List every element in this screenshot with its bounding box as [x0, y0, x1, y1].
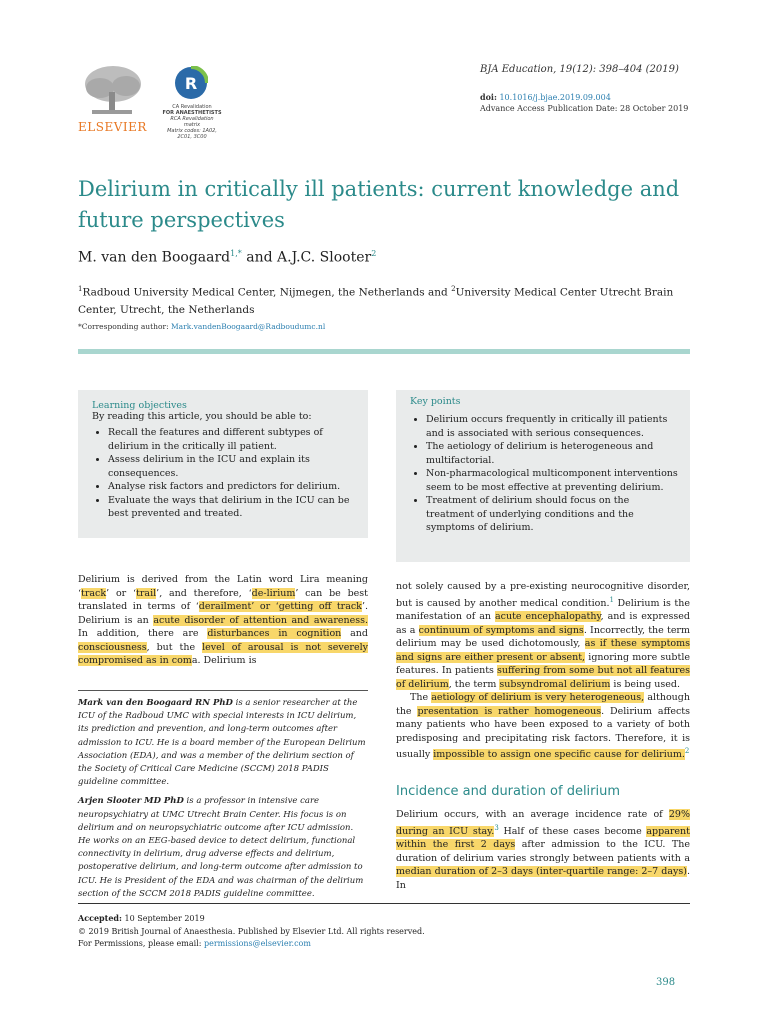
rcoa-line: 2C01, 3C00: [177, 134, 207, 140]
affil-sup: 2: [451, 285, 456, 293]
permissions-label: For Permissions, please email:: [78, 939, 204, 948]
author-line: [78, 249, 376, 266]
highlight: trail: [136, 587, 157, 599]
list-item: • Analyse risk factors and predictors for delirium.: [108, 480, 356, 494]
author-1-affil: 1,*: [230, 249, 242, 258]
footer-notes: [78, 912, 425, 951]
highlight: presentation is rather homogeneous: [417, 705, 602, 717]
text-run: , the term: [448, 678, 500, 690]
text-run: , but the: [146, 641, 203, 653]
corr-email-link[interactable]: Mark.vandenBoogaard@Radboudumc.nl: [170, 322, 326, 331]
doi-label: doi:: [480, 92, 497, 102]
text-run: is being used.: [610, 678, 681, 690]
text-run: and: [341, 628, 368, 639]
text-run: not solely caused by a pre-existing neurocognitive disorder, but is caused by another medical condition.: [396, 581, 690, 609]
text-run: Delirium is derived from the Latin word Lira meaning ‘: [78, 574, 368, 599]
text-run: ’ can be best translated in terms of ‘: [78, 587, 368, 612]
text-run: , and is expressed as a: [396, 611, 690, 636]
learning-objectives-title: Learning objectives: [92, 400, 187, 411]
learning-objectives-lead: By reading this article, you should be able to:: [92, 411, 312, 422]
affil-sup: 1: [78, 285, 83, 293]
list-item: • Delirium occurs frequently in critically ill patients and is associated with serious consequences.: [426, 413, 678, 440]
footer-divider: [78, 903, 690, 904]
learning-objectives-box: [78, 390, 368, 538]
highlight: subsyndromal delirium: [499, 678, 611, 690]
highlight: level of arousal is not severely compromised as in com: [78, 641, 368, 666]
journal-citation: BJA Education, 19(12): 398–404 (2019): [480, 64, 679, 75]
accepted-date: 10 September 2019: [121, 914, 205, 923]
text-run: ’. Delirium is an: [78, 601, 368, 626]
highlight: disturbances in cognition: [207, 628, 342, 639]
reference-marker[interactable]: 2: [684, 747, 690, 756]
text-run: . Delirium affects many patients who have been exposed to a variety of both predisposing and precipitating risk factors. Therefore, it is usually: [396, 705, 690, 761]
elsevier-logo: [78, 62, 148, 137]
text-run: Half of these cases become: [498, 825, 647, 837]
text-run: . In: [396, 866, 690, 891]
reference-marker[interactable]: 3: [494, 823, 499, 832]
rcoa-line: CA Revalidation: [172, 104, 212, 110]
highlight: impossible to assign one specific cause for delirium.: [433, 749, 685, 761]
bio-text: is a senior researcher at the ICU of the Radboud UMC with special interests in ICU delirium, its prediction and prevention, and long-term outcomes after admission to ICU. He is a board member of the European Delirium Association (EDA), and was a member of the delirium section of the Society of Critical Care Medicine (SCCM) 2018 PADIS guideline committee.: [78, 698, 366, 788]
bio-divider: [78, 690, 368, 691]
permissions-email-link[interactable]: permissions@elsevier.com: [203, 939, 311, 948]
doi-line: [480, 92, 611, 102]
corr-label: *Corresponding author:: [78, 322, 171, 331]
text-run: a. Delirium is: [191, 655, 257, 666]
corresponding-author: [78, 322, 325, 331]
highlight: track: [81, 587, 107, 599]
section-heading: Incidence and duration of delirium: [396, 784, 621, 799]
text-run: ’, and therefore, ‘: [156, 587, 252, 599]
list-item: • Evaluate the ways that delirium in the ICU can be best prevented and treated.: [108, 494, 356, 521]
rcoa-line: FOR ANAESTHETISTS: [162, 110, 222, 116]
text-run: Delirium occurs, with an average incidence rate of: [396, 809, 669, 820]
text-run: ’ or ‘: [106, 587, 137, 599]
page-number: 398: [656, 977, 676, 988]
affiliations: [78, 281, 698, 319]
text-run: after admission to the ICU. The duration of delirium varies strongly between patients with a: [396, 839, 690, 864]
body-right-column: [396, 580, 690, 762]
publisher-name: ELSEVIER: [78, 120, 147, 134]
doi-link[interactable]: 10.1016/j.bjae.2019.09.004: [499, 93, 611, 102]
author-bios: [78, 697, 368, 907]
text-run: although the: [396, 692, 690, 717]
text-run: In addition, there are: [78, 628, 208, 639]
accepted-label: Accepted:: [78, 913, 122, 923]
highlight: derailment’ or ‘getting off track: [198, 601, 362, 612]
key-points-box: [396, 390, 690, 562]
highlight: continuum of symptoms and signs: [418, 624, 584, 636]
text-run: Delirium is the manifestation of an: [396, 597, 690, 623]
text-run: The: [410, 692, 432, 704]
bio-name: Mark van den Boogaard RN PhD: [78, 698, 233, 708]
highlight: acute disorder of attention and awareness.: [153, 614, 369, 626]
highlight: apparent within the first 2 days: [396, 825, 690, 851]
bio-name: Arjen Slooter MD PhD: [78, 796, 184, 807]
highlight: de-lirium: [251, 587, 296, 599]
highlight: as if these symptoms and signs are either present or absent,: [396, 638, 690, 663]
author-2: A.J.C. Slooter: [277, 249, 372, 266]
highlight: suffering from some but not all features of delirium: [396, 665, 691, 690]
list-item: • Non-pharmacological multicomponent interventions seem to be most effective at preventing delirium.: [426, 467, 678, 494]
intro-paragraph: [78, 573, 368, 668]
text-run: ignoring more subtle features. In patients: [396, 651, 690, 677]
author-1: M. van den Boogaard: [78, 249, 231, 266]
highlight: consciousness: [78, 641, 147, 653]
list-item: • The aetiology of delirium is heterogeneous and multifactorial.: [426, 440, 678, 467]
article-title: Delirium in critically ill patients: current knowledge and future perspectives: [78, 177, 680, 232]
highlight: median duration of 2–3 days (inter-quartile range: 2–7 days): [396, 866, 687, 878]
learning-objectives-list: [92, 426, 356, 521]
highlight: aetiology of delirium is very heterogeneous,: [431, 692, 645, 704]
reference-marker[interactable]: 1: [609, 595, 614, 604]
highlight: 29% during an ICU stay.: [396, 809, 690, 837]
affil-text: University Medical Center Utrecht Brain Center, Utrecht, the Netherlands: [78, 286, 674, 316]
text-run: . Incorrectly, the term delirium may be used dichotomously,: [396, 624, 690, 650]
list-item: • Recall the features and different subtypes of delirium in the critically ill patient.: [108, 426, 356, 453]
key-points-title: Key points: [410, 396, 461, 407]
rcoa-line: RCA Revalidation matrix: [170, 116, 214, 128]
list-item: • Treatment of delirium should focus on the treatment of underlying conditions and the symptoms of delirium.: [426, 494, 678, 535]
bio-text: is a professor in intensive care neuropsychiatry at UMC Utrecht Brain Center. His focus is on delirium and on neuropsychiatric outcome after ICU admission. He works on an EEG-based device to detect delirium, functional connectivity in delirium, drug adverse effects and delirium, postoperative delirium, and long-term outcome after admission to ICU. He is President of the EDA and was chairman of the delirium section of the SCCM 2018 PADIS guideline committee.: [78, 796, 364, 899]
affil-text: Radboud University Medical Center, Nijmegen, the Netherlands and: [82, 286, 452, 299]
author-2-affil: 2: [371, 249, 377, 258]
rcoa-line: Matrix codes: 1A02,: [167, 128, 217, 134]
header-divider: [78, 349, 690, 354]
author-conjunction: and: [241, 249, 278, 266]
copyright: © 2019 British Journal of Anaesthesia. Published by Elsevier Ltd. All rights reserved.: [78, 926, 425, 936]
key-points-list: [410, 413, 678, 535]
highlight: acute encephalopathy: [494, 611, 601, 623]
list-item: • Assess delirium in the ICU and explain its consequences.: [108, 453, 356, 480]
incidence-paragraph: [396, 808, 690, 892]
advance-access-date: Advance Access Publication Date: 28 October 2019: [480, 104, 689, 113]
rcoa-revalidation-logo: [162, 66, 222, 156]
svg-text:R: R: [184, 74, 198, 93]
